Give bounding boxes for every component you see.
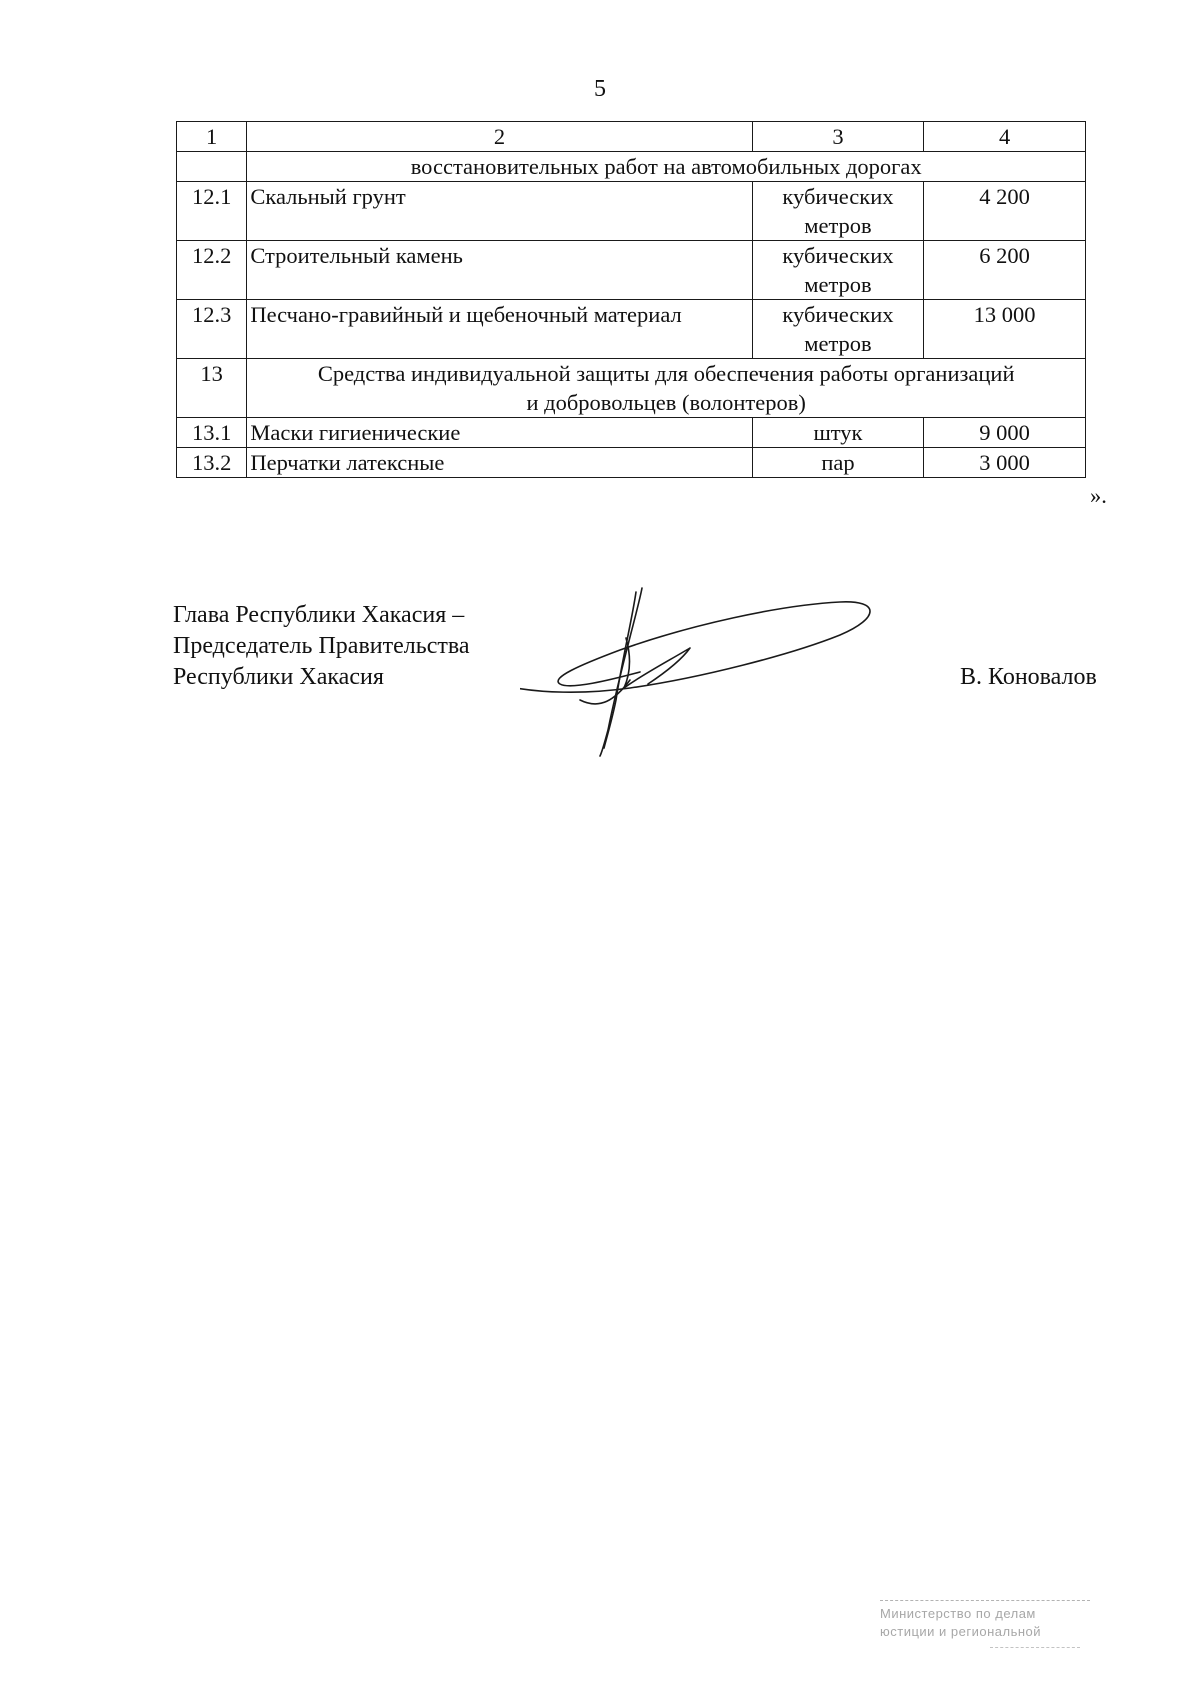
header-col-2: 2	[247, 122, 752, 152]
closing-quote: ».	[1090, 483, 1107, 508]
item-unit: штук	[752, 418, 924, 448]
page-number: 5	[594, 76, 606, 102]
section-row	[177, 359, 1086, 418]
stamp-border	[990, 1647, 1080, 1648]
table-header-row	[177, 122, 1086, 152]
section-title	[247, 359, 1086, 418]
item-name: Перчатки латексные	[247, 448, 752, 478]
item-name: Песчано-гравийный и щебеночный материал	[247, 300, 752, 359]
unit-line-2: метров	[804, 272, 872, 297]
table-row	[177, 418, 1086, 448]
signer-title-line-3: Республики Хакасия	[173, 664, 384, 690]
section-number: 13	[177, 359, 247, 418]
item-unit	[752, 300, 924, 359]
table-row	[177, 182, 1086, 241]
row-number: 12.1	[177, 182, 247, 241]
item-unit: пар	[752, 448, 924, 478]
unit-line-1: кубических	[782, 184, 894, 209]
continuation-row	[177, 152, 1086, 182]
resources-table	[176, 121, 1086, 478]
signer-title	[173, 600, 470, 693]
handwritten-signature	[520, 580, 900, 760]
registration-stamp	[880, 1600, 1095, 1672]
header-col-1: 1	[177, 122, 247, 152]
continuation-num	[177, 152, 247, 182]
unit-line-1: кубических	[782, 243, 894, 268]
continuation-text: восстановительных работ на автомобильных дорогах	[247, 152, 1086, 182]
unit-line-2: метров	[804, 331, 872, 356]
item-quantity: 6 200	[924, 241, 1086, 300]
item-quantity: 9 000	[924, 418, 1086, 448]
signer-title-line-2: Председатель Правительства	[173, 633, 470, 659]
stamp-line-2: юстиции и региональной	[880, 1624, 1042, 1639]
signer-name: В. Коновалов	[960, 664, 1097, 690]
signer-title-line-1: Глава Республики Хакасия –	[173, 602, 465, 628]
row-number: 12.3	[177, 300, 247, 359]
row-number: 13.1	[177, 418, 247, 448]
item-quantity: 4 200	[924, 182, 1086, 241]
item-name: Строительный камень	[247, 241, 752, 300]
unit-line-1: кубических	[782, 302, 894, 327]
section-title-line-2: и добровольцев (волонтеров)	[526, 390, 806, 415]
table-row	[177, 241, 1086, 300]
item-quantity: 3 000	[924, 448, 1086, 478]
header-col-4: 4	[924, 122, 1086, 152]
item-name: Маски гигиенические	[247, 418, 752, 448]
stamp-line-1: Министерство по делам	[880, 1606, 1036, 1621]
row-number: 13.2	[177, 448, 247, 478]
item-unit	[752, 182, 924, 241]
section-title-line-1: Средства индивидуальной защиты для обеспечения работы организаций	[317, 361, 1015, 386]
row-number: 12.2	[177, 241, 247, 300]
item-unit	[752, 241, 924, 300]
item-quantity: 13 000	[924, 300, 1086, 359]
unit-line-2: метров	[804, 213, 872, 238]
stamp-border	[880, 1600, 1090, 1601]
item-name: Скальный грунт	[247, 182, 752, 241]
table-row	[177, 300, 1086, 359]
header-col-3: 3	[752, 122, 924, 152]
table-row	[177, 448, 1086, 478]
